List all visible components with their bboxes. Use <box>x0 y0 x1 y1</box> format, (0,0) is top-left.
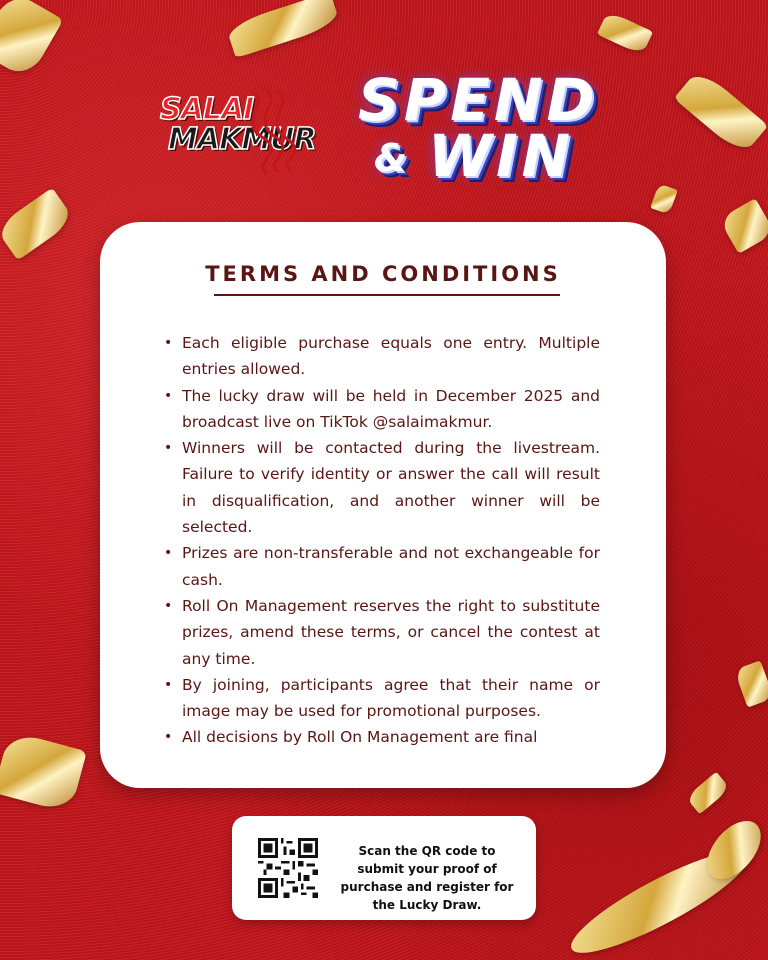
terms-list <box>164 330 600 751</box>
qr-instructions: Scan the QR code to submit your proof of purchase and register for the Lucky Draw. <box>340 844 514 912</box>
terms-card <box>100 222 666 788</box>
gold-confetti <box>674 68 768 156</box>
qr-code-icon[interactable] <box>258 838 318 898</box>
gold-confetti <box>597 11 653 56</box>
bullet-icon: • <box>164 387 173 404</box>
bullet-icon: • <box>164 729 173 746</box>
logo-text-line2: MAKMUR <box>168 122 316 157</box>
bullet-icon: • <box>164 440 173 457</box>
bullet-icon: • <box>164 335 173 351</box>
gold-confetti <box>719 198 768 254</box>
gold-confetti <box>686 772 731 815</box>
terms-item: • The lucky draw will be held in December 2025 and broadcast live on TikTok @salaimakmur. <box>164 383 600 436</box>
gold-confetti <box>650 183 678 214</box>
title-underline <box>214 294 560 296</box>
spend-and-win-headline <box>352 66 602 190</box>
gold-confetti <box>225 0 340 58</box>
headline-spend: SPEND <box>358 66 599 134</box>
noodle-icon <box>242 82 302 178</box>
bullet-icon: • <box>164 597 173 614</box>
gold-confetti <box>0 0 63 80</box>
terms-item: • Prizes are non-transferable and not exchangeable for cash. <box>164 540 600 593</box>
headline-ampersand: & <box>374 136 408 180</box>
logo-text-line1: SALAI <box>160 92 254 127</box>
gold-confetti <box>0 188 75 261</box>
terms-item: • By joining, participants agree that their name or image may be used for promotional purposes. <box>164 672 600 725</box>
terms-item: • Roll On Management reserves the right to substitute prizes, amend these terms, or cancel the contest at any time. <box>164 593 600 672</box>
salai-makmur-logo <box>158 88 316 188</box>
gold-confetti <box>0 731 87 814</box>
qr-panel <box>232 816 536 920</box>
headline-win: WIN <box>428 122 575 190</box>
terms-item: • Each eligible purchase equals one entry. Multiple entries allowed. <box>164 330 600 383</box>
gold-confetti <box>734 660 768 707</box>
terms-item: • Winners will be contacted during the livestream. Failure to verify identity or answer the call will result in disqualification, and another winner will be selected. <box>164 435 600 540</box>
bullet-icon: • <box>164 676 173 693</box>
bullet-icon: • <box>164 545 173 562</box>
terms-item: • All decisions by Roll On Management are final <box>164 724 600 750</box>
terms-title: TERMS AND CONDITIONS <box>205 262 561 286</box>
